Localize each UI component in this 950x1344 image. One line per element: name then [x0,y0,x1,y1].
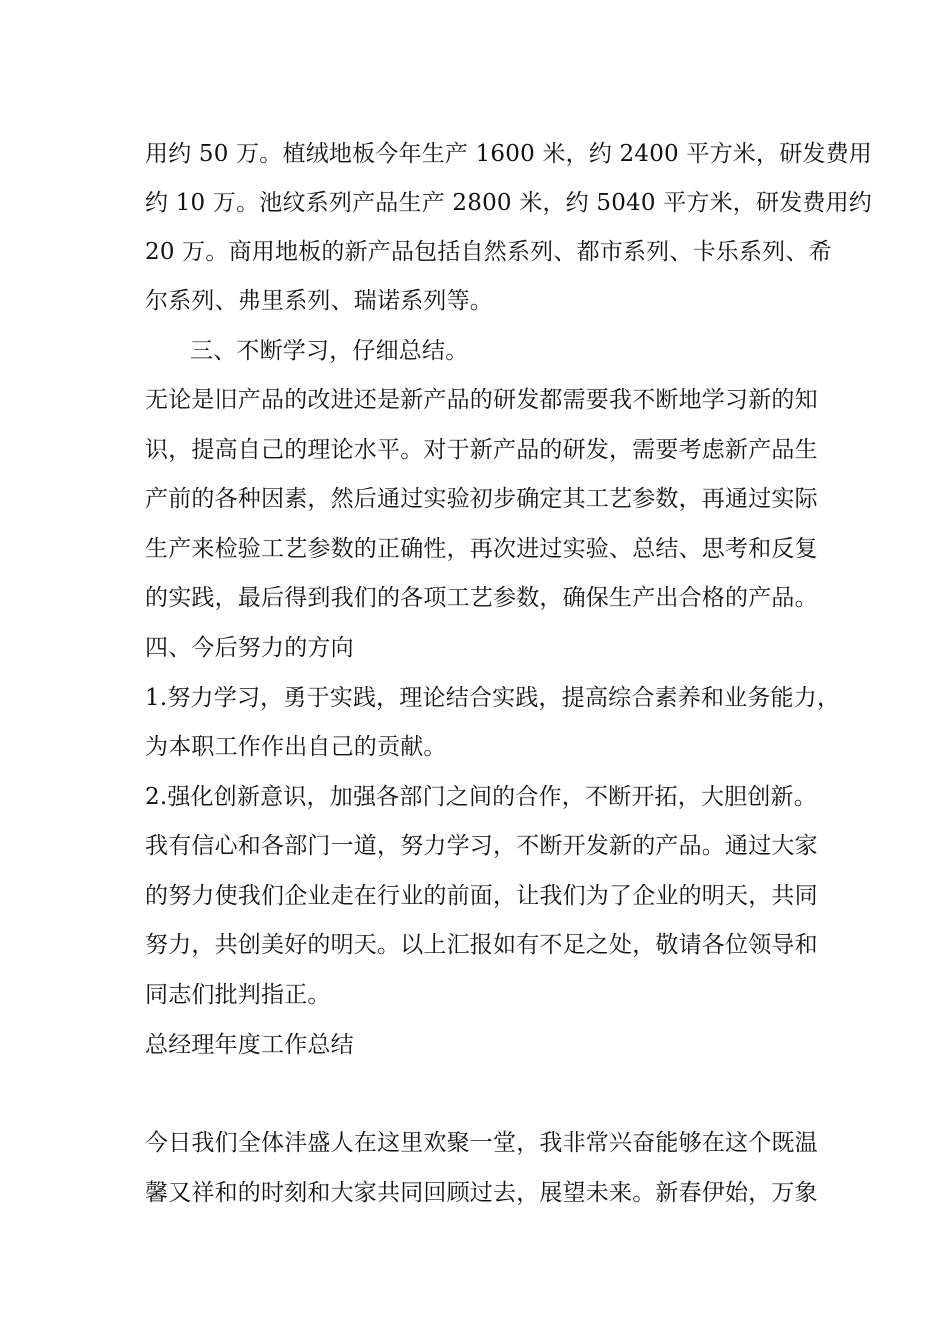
text-line: 的实践，最后得到我们的各项工艺参数，确保生产出合格的产品。 [145,585,818,611]
text-line: 识，提高自己的理论水平。对于新产品的研发，需要考虑新产品生 [145,437,818,463]
text-line: 我有信心和各部门一道，努力学习，不断开发新的产品。通过大家 [145,833,818,859]
document-title: 总经理年度工作总结 [145,1032,354,1058]
text-line: 馨又祥和的时刻和大家共同回顾过去，展望未来。新春伊始，万象 [145,1180,818,1206]
list-item-continuation: 为本职工作作出自己的贡献。 [145,734,447,760]
text-line: 今日我们全体沣盛人在这里欢聚一堂，我非常兴奋能够在这个既温 [145,1130,818,1156]
list-item: 2.强化创新意识，加强各部门之间的合作，不断开拓，大胆创新。 [145,784,817,810]
text-line: 约 10 万。池纹系列产品生产 2800 米，约 5040 平方米，研发费用约 [145,190,872,216]
text-line: 努力，共创美好的明天。以上汇报如有不足之处，敬请各位领导和 [145,932,818,958]
text-line: 同志们批判指正。 [145,982,331,1008]
text-line: 产前的各种因素，然后通过实验初步确定其工艺参数，再通过实际 [145,486,818,512]
text-line: 的努力使我们企业走在行业的前面，让我们为了企业的明天，共同 [145,883,818,909]
text-line: 用约 50 万。植绒地板今年生产 1600 米，约 2400 平方米，研发费用 [145,141,872,167]
text-line: 尔系列、弗里系列、瑞诺系列等。 [145,288,493,314]
section-heading: 四、今后努力的方向 [145,635,354,661]
list-item: 1.努力学习，勇于实践，理论结合实践，提高综合素养和业务能力， [145,685,841,711]
text-line: 无论是旧产品的改进还是新产品的研发都需要我不断地学习新的知 [145,387,818,413]
text-line: 20 万。商用地板的新产品包括自然系列、都市系列、卡乐系列、希 [145,239,832,265]
section-heading: 三、不断学习，仔细总结。 [190,338,469,364]
text-line: 生产来检验工艺参数的正确性，再次进过实验、总结、思考和反复 [145,536,818,562]
